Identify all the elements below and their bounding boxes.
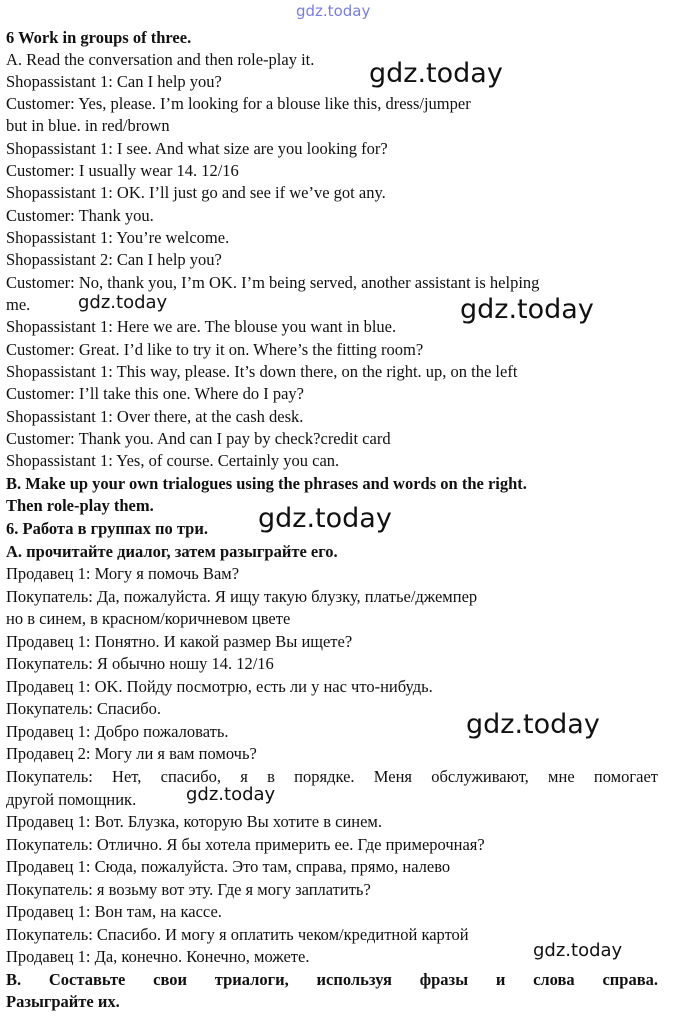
dialogue-line: Customer: Thank you. And can I pay by check?credit card	[6, 429, 391, 448]
dialogue-line: Shopassistant 1: OK. I’ll just go and see if we’ve got any.	[6, 183, 386, 202]
dialogue-line-translation: Покупатель: Спасибо. И могу я оплатить чеком/кредитной картой	[6, 925, 469, 944]
dialogue-line: Customer: I’ll take this one. Where do I pay?	[6, 384, 304, 403]
dialogue-line-translation: Покупатель: Да, пожалуйста. Я ищу такую блузку, платье/джемпер	[6, 587, 478, 606]
dialogue-line: Customer: I usually wear 14. 12/16	[6, 161, 239, 180]
dialogue-line: Shopassistant 2: Can I help you?	[6, 250, 222, 269]
dialogue-line: Shopassistant 1: This way, please. It’s down there, on the right. up, on the left	[6, 362, 518, 381]
watermark: gdz.today	[186, 784, 276, 805]
dialogue-line: but in blue. in red/brown	[6, 116, 170, 135]
dialogue-line-translation: Продавец 1: Вон там, на кассе.	[6, 902, 222, 921]
dialogue-line: Shopassistant 1: Here we are. The blouse you want in blue.	[6, 317, 397, 336]
watermark: gdz.today	[460, 294, 594, 325]
task-b-instruction: B. Make up your own trialogues using the phrases and words on the right.	[6, 474, 527, 493]
dialogue-line: Shopassistant 1: Yes, of course. Certainly you can.	[6, 451, 340, 470]
dialogue-line: Customer: No, thank you, I’m OK. I’m being served, another assistant is helping	[6, 273, 540, 292]
dialogue-line: Shopassistant 1: You’re welcome.	[6, 228, 230, 247]
dialogue-line-translation: Покупатель: Спасибо.	[6, 699, 162, 718]
dialogue-line: Shopassistant 1: Over there, at the cash desk.	[6, 407, 304, 426]
dialogue-line-translation: Покупатель: Я обычно ношу 14. 12/16	[6, 654, 274, 673]
dialogue-line-translation: Продавец 1: Сюда, пожалуйста. Это там, справа, прямо, налево	[6, 857, 451, 876]
dialogue-line: Shopassistant 1: Can I help you?	[6, 72, 222, 91]
watermark-top: gdz.today	[296, 2, 371, 20]
watermark: gdz.today	[78, 292, 168, 313]
watermark: gdz.today	[369, 58, 503, 89]
dialogue-line-translation: Продавец 1: Да, конечно. Конечно, можете.	[6, 947, 310, 966]
dialogue-line-translation: Продавец 2: Могу ли я вам помочь?	[6, 744, 257, 763]
task-a-instruction: A. Read the conversation and then role-play it.	[6, 50, 315, 69]
exercise-heading: 6 Work in groups of three.	[6, 28, 192, 47]
dialogue-line-translation: Продавец 1: Добро пожаловать.	[6, 722, 229, 741]
dialogue-line: me.	[6, 295, 31, 314]
dialogue-line-translation: Покупатель: Нет, спасибо, я в порядке. Меня обслуживают, мне помогает	[6, 767, 658, 786]
dialogue-line-translation: Продавец 1: Могу я помочь Вам?	[6, 564, 240, 583]
dialogue-line-translation: Продавец 1: Понятно. И какой размер Вы ищете?	[6, 632, 353, 651]
task-b-instruction-translation: В. Составьте свои триалоги, используя фразы и слова справа.	[6, 970, 658, 989]
dialogue-line: Customer: Thank you.	[6, 206, 154, 225]
dialogue-line: Shopassistant 1: I see. And what size are you looking for?	[6, 139, 388, 158]
dialogue-line-translation: Продавец 1: Вот. Блузка, которую Вы хотите в синем.	[6, 812, 382, 831]
watermark: gdz.today	[533, 940, 623, 961]
dialogue-line: Customer: Great. I’d like to try it on. Where’s the fitting room?	[6, 340, 424, 359]
dialogue-line-translation: но в синем, в красном/коричневом цвете	[6, 609, 291, 628]
exercise-heading-translation: 6. Работа в группах по три.	[6, 519, 208, 538]
watermark: gdz.today	[258, 503, 392, 534]
dialogue-line-translation: другой помощник.	[6, 790, 137, 809]
dialogue-line-translation: Покупатель: я возьму вот эту. Где я могу заплатить?	[6, 880, 371, 899]
dialogue-line-translation: Покупатель: Отлично. Я бы хотела примерить ее. Где примерочная?	[6, 835, 485, 854]
dialogue-line: Customer: Yes, please. I’m looking for a blouse like this, dress/jumper	[6, 94, 471, 113]
watermark: gdz.today	[466, 709, 600, 740]
task-a-instruction-translation: А. прочитайте диалог, затем разыграйте его.	[6, 542, 338, 561]
task-b-instruction: Then role-play them.	[6, 496, 154, 515]
dialogue-line-translation: Продавец 1: OK. Пойду посмотрю, есть ли у нас что-нибудь.	[6, 677, 433, 696]
task-b-instruction-translation: Разыграйте их.	[6, 992, 120, 1011]
